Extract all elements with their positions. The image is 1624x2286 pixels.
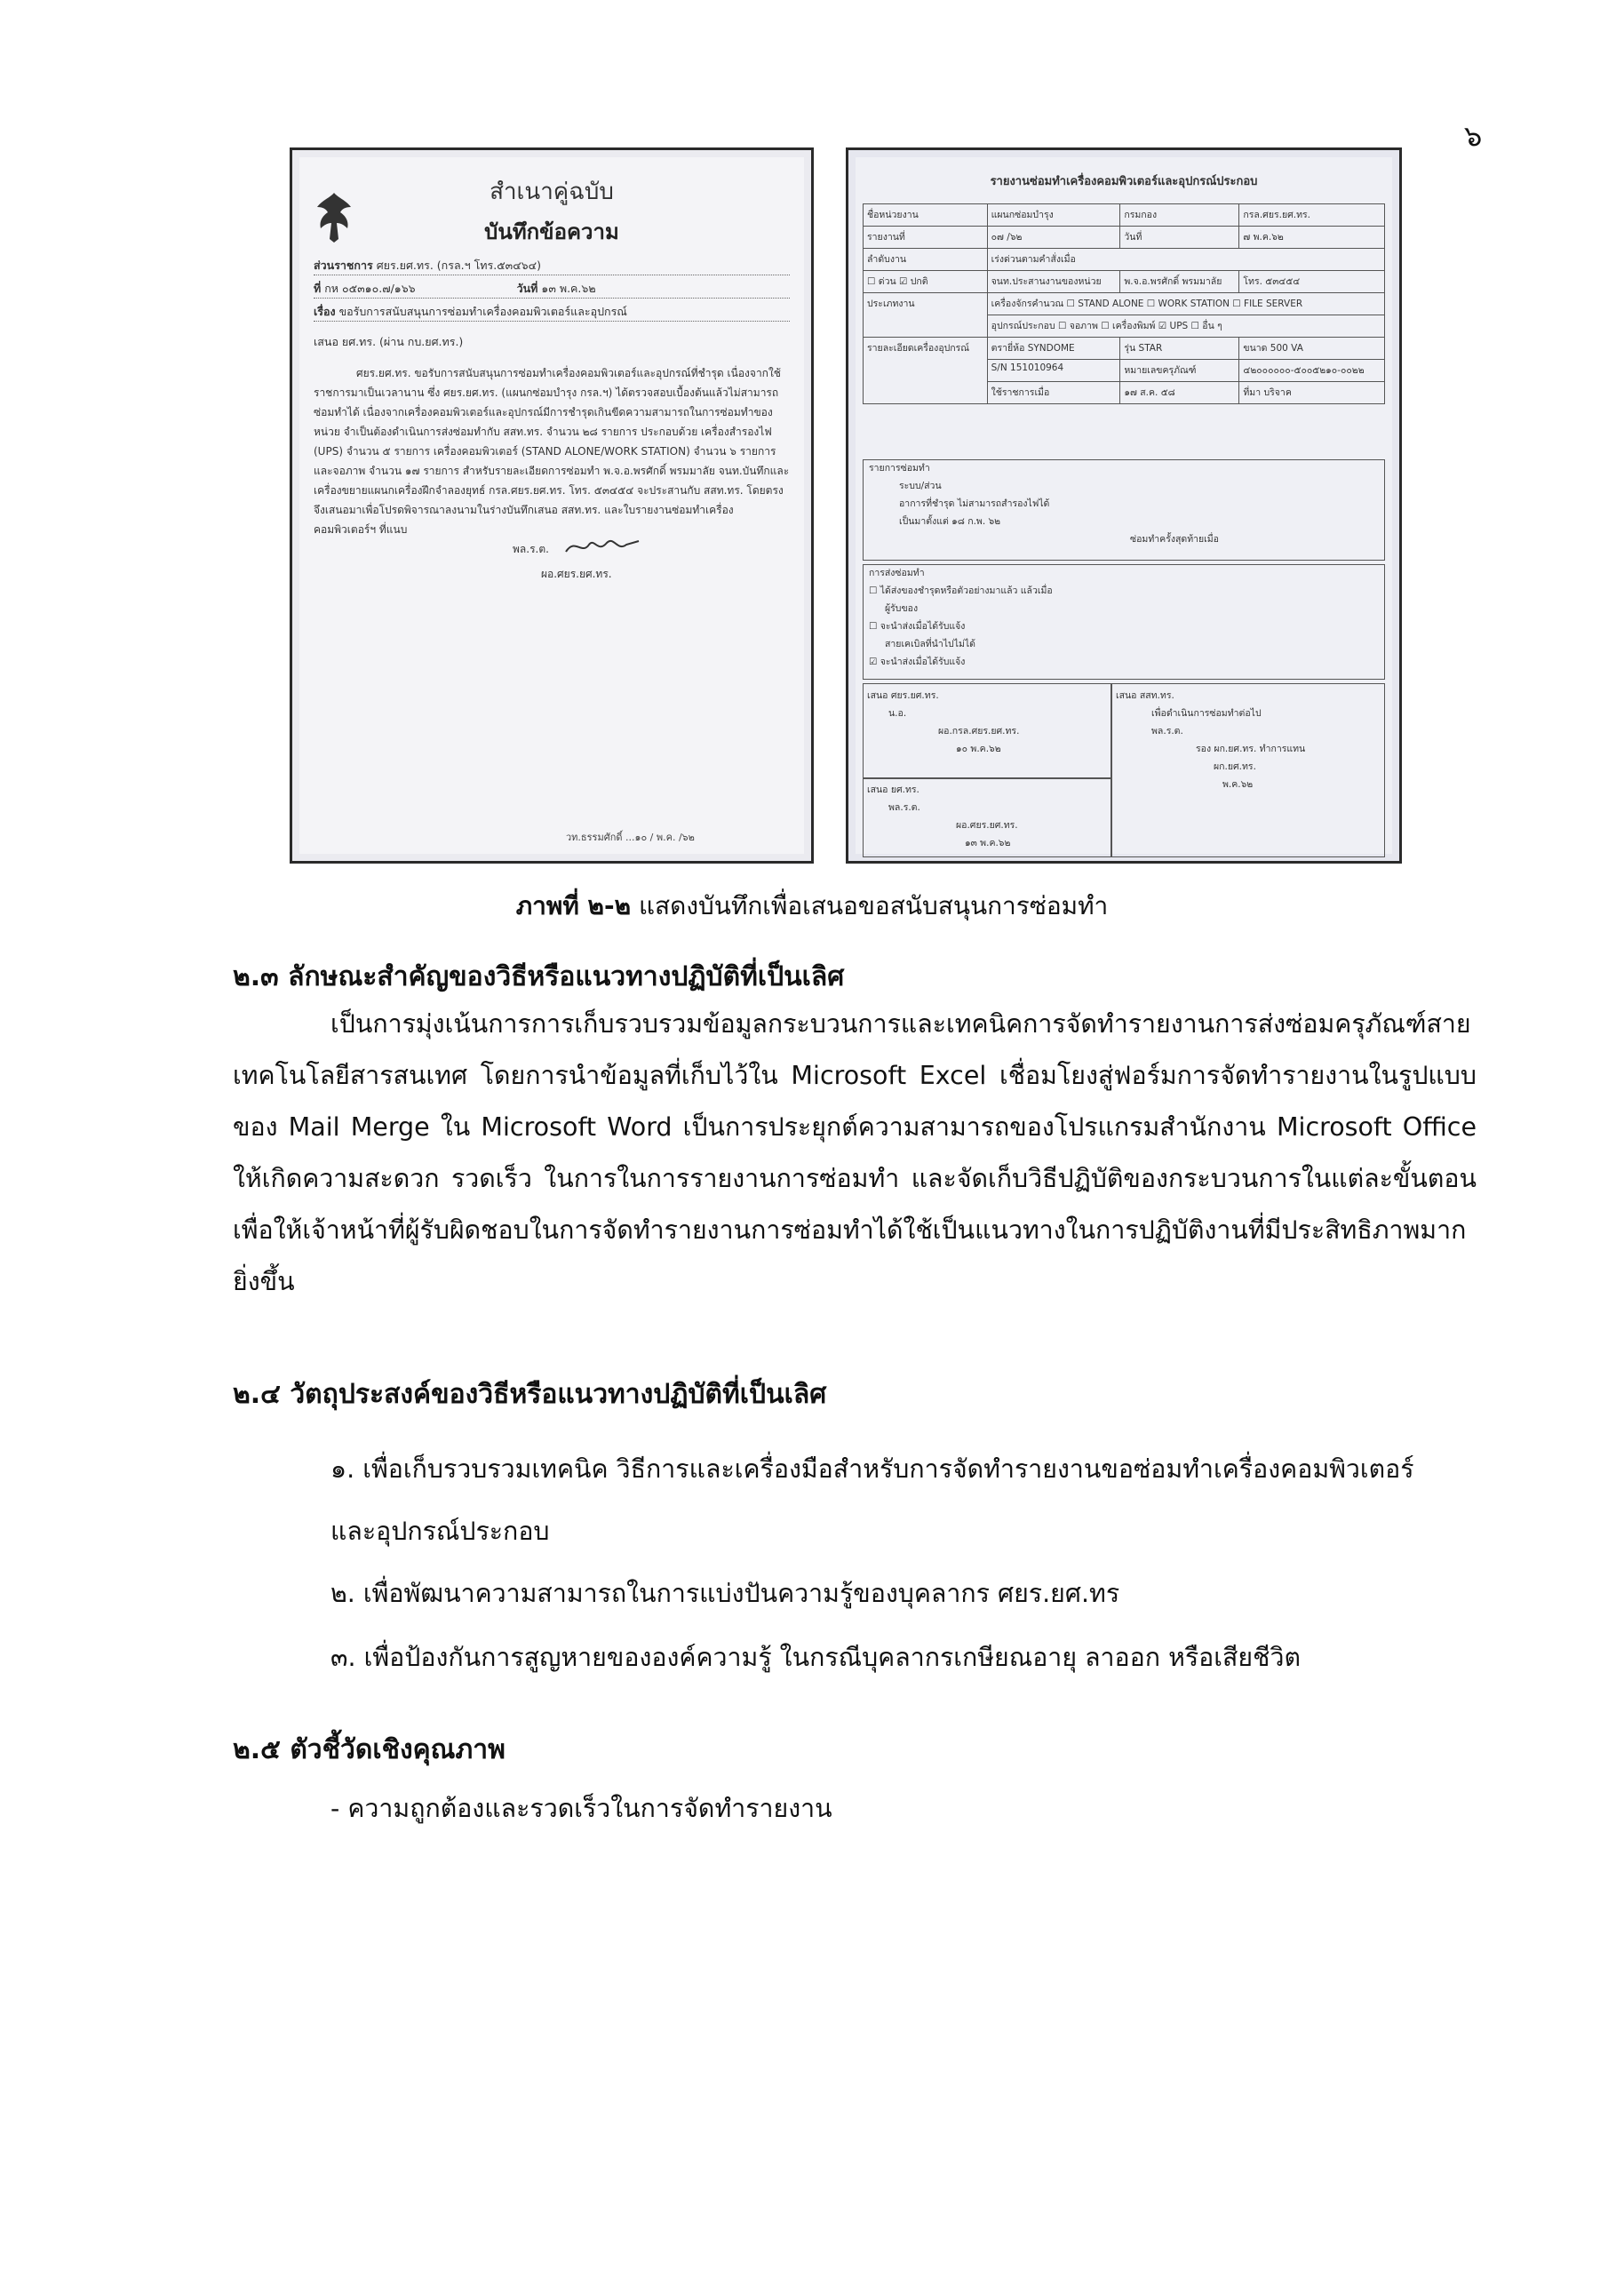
heading-2-4: ๒.๔ วัตถุประสงค์ของวิธีหรือแนวทางปฏิบัติที่เป็นเลิศ [233, 1379, 827, 1410]
table-row: รายละเอียดเครื่องอุปกรณ์ ตรายี่ห้อ SYNDOME รุ่น STAR ขนาด 500 VA [864, 338, 1385, 360]
table-row: รายงานที่ ๐๗ /๖๒ วันที่ ๗ พ.ค.๖๒ [864, 227, 1385, 249]
form-approval-right: เสนอ สสท.ทร. เพื่อดำเนินการซ่อมทำต่อไป พล.ร.ต. รอง ผก.ยศ.ทร. ทำการแทน ผก.ยศ.ทร. พ.ค.๖๒ [1111, 683, 1385, 857]
signature-icon [562, 532, 642, 559]
repair-form-photo [846, 147, 1402, 864]
memo-rank: พล.ร.ต. [513, 543, 549, 555]
heading-2-3: ๒.๓ ลักษณะสำคัญของวิธีหรือแนวทางปฏิบัติที่เป็นเลิศ [233, 961, 845, 992]
memo-field-number: ที่ กห ๐๕๓๑๐.๗/๑๖๖ วันที่ ๑๓ พ.ค.๖๒ [314, 280, 790, 299]
table-row: ลำดับงาน เร่งด่วนตามคำสั่งเมื่อ [864, 249, 1385, 271]
table-row: S/N 151010964 หมายเลขครุภัณฑ์ ๔๒๐๐๐๐๐๐-๕๐๐๕๒๑๐-๐๐๒๒ [864, 360, 1385, 382]
memo-photo [290, 147, 814, 864]
form-actions: การส่งซ่อมทำ ☐ ได้ส่งของชำรุดหรือตัวอย่างมาแล้ว แล้วเมื่อ ผู้รับของ ☐ จะนำส่งเมื่อได้รับแจ้ง สายเคเบิลที่นำไปไม่ได้ ☑ จะนำส่งเมื่อได้รับแจ้ง [863, 564, 1385, 680]
figure-caption: ภาพที่ ๒-๒ แสดงบันทึกเพื่อเสนอขอสนับสนุนการซ่อมทำ [515, 891, 1109, 920]
memo-field-subject: เรื่อง ขอรับการสนับสนุนการซ่อมทำเครื่องคอมพิวเตอร์และอุปกรณ์ [314, 303, 790, 322]
table-row: ชื่อหน่วยงาน แผนกซ่อมบำรุง กรมกอง กรล.ศยร.ยศ.ทร. [864, 204, 1385, 227]
form-symptoms: รายการซ่อมทำ ระบบ/ส่วน อาการที่ชำรุด ไม่สามารถสำรองไฟได้ เป็นมาตั้งแต่ ๑๘ ก.พ. ๖๒ ซ่อมทำครั้งสุดท้ายเมื่อ [863, 459, 1385, 561]
memo-subtitle: บันทึกข้อความ [484, 219, 619, 244]
memo-paper [299, 157, 804, 854]
list-item: ๒. เพื่อพัฒนาความสามารถในการแบ่งปันความรู้ของบุคลากร ศยร.ยศ.ทร [330, 1579, 1120, 1608]
memo-footer: วท.ธรรมศักดิ์ ...๑๐ / พ.ค. /๖๒ [566, 832, 695, 843]
memo-body: ศยร.ยศ.ทร. ขอรับการสนับสนุนการซ่อมทำเครื่องคอมพิวเตอร์และอุปกรณ์ที่ชำรุด เนื่องจากใช้ราชการมาเป็นเวลานาน ซึ่ง ศยร.ยศ.ทร. (แผนกซ่อมบำรุง กรล.ฯ) ได้ตรวจสอบเบื้องต้นแล้วไม่สามารถซ่อมทำได้ เนื่องจากเครื่องคอมพิวเตอร์และอุปกรณ์มีการชำรุดเกินขีดความสามารถในการซ่อมทำของหน่วย จำเป็นต้องดำเนินการส่งซ่อมทำกับ สสท.ทร. จำนวน ๒๘ รายการ ประกอบด้วย เครื่องสำรองไฟ (UPS) จำนวน ๕ รายการ เครื่องคอมพิวเตอร์ (STAND ALONE/WORK STATION) จำนวน ๖ รายการ และจอภาพ จำนวน ๑๗ รายการ สำหรับรายละเอียดการซ่อมทำ พ.จ.อ.พรศักดิ์ พรมมาลัย จนท.บันทึกและเครื่องขยายแผนกเครื่องฝึกจำลองยุทธ์ กรล.ศยร.ยศ.ทร. โทร. ๕๓๔๕๔ จะประสานกับ สสท.ทร. โดยตรง จึงเสนอมาเพื่อโปรดพิจารณาลงนามในร่างบันทึกเสนอ สสท.ทร. และใบรายงานซ่อมทำเครื่องคอมพิวเตอร์ฯ ที่แนบ [314, 367, 790, 536]
list-item: - ความถูกต้องและรวดเร็วในการจัดทำรายงาน [330, 1794, 832, 1823]
form-title: รายงานซ่อมทำเครื่องคอมพิวเตอร์และอุปกรณ์ประกอบ [990, 175, 1258, 188]
memo-title: สำเนาคู่ฉบับ [490, 179, 614, 205]
memo-addressee: เสนอ ยศ.ทร. (ผ่าน กบ.ยศ.ทร.) [314, 335, 464, 348]
table-row: ☐ ด่วน ☑ ปกติ จนท.ประสานงานของหน่วย พ.จ.อ.พรศักดิ์ พรมมาลัย โทร. ๕๓๔๕๔ [864, 271, 1385, 293]
paragraph-2-3: เป็นการมุ่งเน้นการการเก็บรวบรวมข้อมูลกระบวนการและเทคนิคการจัดทำรายงานการส่งซ่อมครุภัณฑ์สายเทคโนโลยีสารสนเทศ โดยการนำข้อมูลที่เก็บไว้ใน Microsoft Excel เชื่อมโยงสู่ฟอร์มการจัดทำรายงานในรูปแบบของ Mail Merge ใน Microsoft Word เป็นการประยุกต์ความสามารถของโปรแกรมสำนักงาน Microsoft Office ให้เกิดความสะดวก รวดเร็ว ในการในการรายงานการซ่อมทำ และจัดเก็บวิธีปฏิบัติของกระบวนการในแต่ละขั้นตอน เพื่อให้เจ้าหน้าที่ผู้รับผิดชอบในการจัดทำรายงานการซ่อมทำได้ใช้เป็นแนวทางในการปฏิบัติงานที่มีประสิทธิภาพมากยิ่งขึ้น [233, 1009, 1477, 1296]
form-approval-left-2: เสนอ ยศ.ทร. พล.ร.ต. ผอ.ศยร.ยศ.ทร. ๑๓ พ.ค.๖๒ [863, 777, 1111, 857]
repair-form-paper [856, 157, 1392, 854]
memo-field-agency: ส่วนราชการ ศยร.ยศ.ทร. (กรล.ฯ โทร.๕๓๔๖๔) [314, 257, 790, 275]
heading-2-5: ๒.๕ ตัวชี้วัดเชิงคุณภาพ [233, 1734, 506, 1765]
list-item: ๓. เพื่อป้องกันการสูญหายขององค์ความรู้ ในกรณีบุคลากรเกษียณอายุ ลาออก หรือเสียชีวิต [330, 1643, 1301, 1672]
table-row: อุปกรณ์ประกอบ ☐ จอภาพ ☐ เครื่องพิมพ์ ☑ UPS ☐ อื่น ๆ [864, 315, 1385, 338]
form-approval-left: เสนอ ศยร.ยศ.ทร. น.อ. ผอ.กรล.ศยร.ยศ.ทร. ๑๐ พ.ค.๖๒ [863, 683, 1111, 779]
page-number: ๖ [1464, 119, 1483, 153]
table-row: ประเภทงาน เครื่องจักรคำนวณ ☐ STAND ALONE ☐ WORK STATION ☐ FILE SERVER [864, 293, 1385, 315]
list-item-continuation: และอุปกรณ์ประกอบ [330, 1517, 550, 1546]
form-table [863, 203, 1385, 404]
memo-position: ผอ.ศยร.ยศ.ทร. [541, 568, 612, 580]
table-row: ใช้ราชการเมื่อ ๑๗ ส.ค. ๕๘ ที่มา บริจาค [864, 382, 1385, 404]
list-item: ๑. เพื่อเก็บรวบรวมเทคนิค วิธีการและเครื่องมือสำหรับการจัดทำรายงานขอซ่อมทำเครื่องคอมพิวเตอร์ [330, 1454, 1414, 1484]
